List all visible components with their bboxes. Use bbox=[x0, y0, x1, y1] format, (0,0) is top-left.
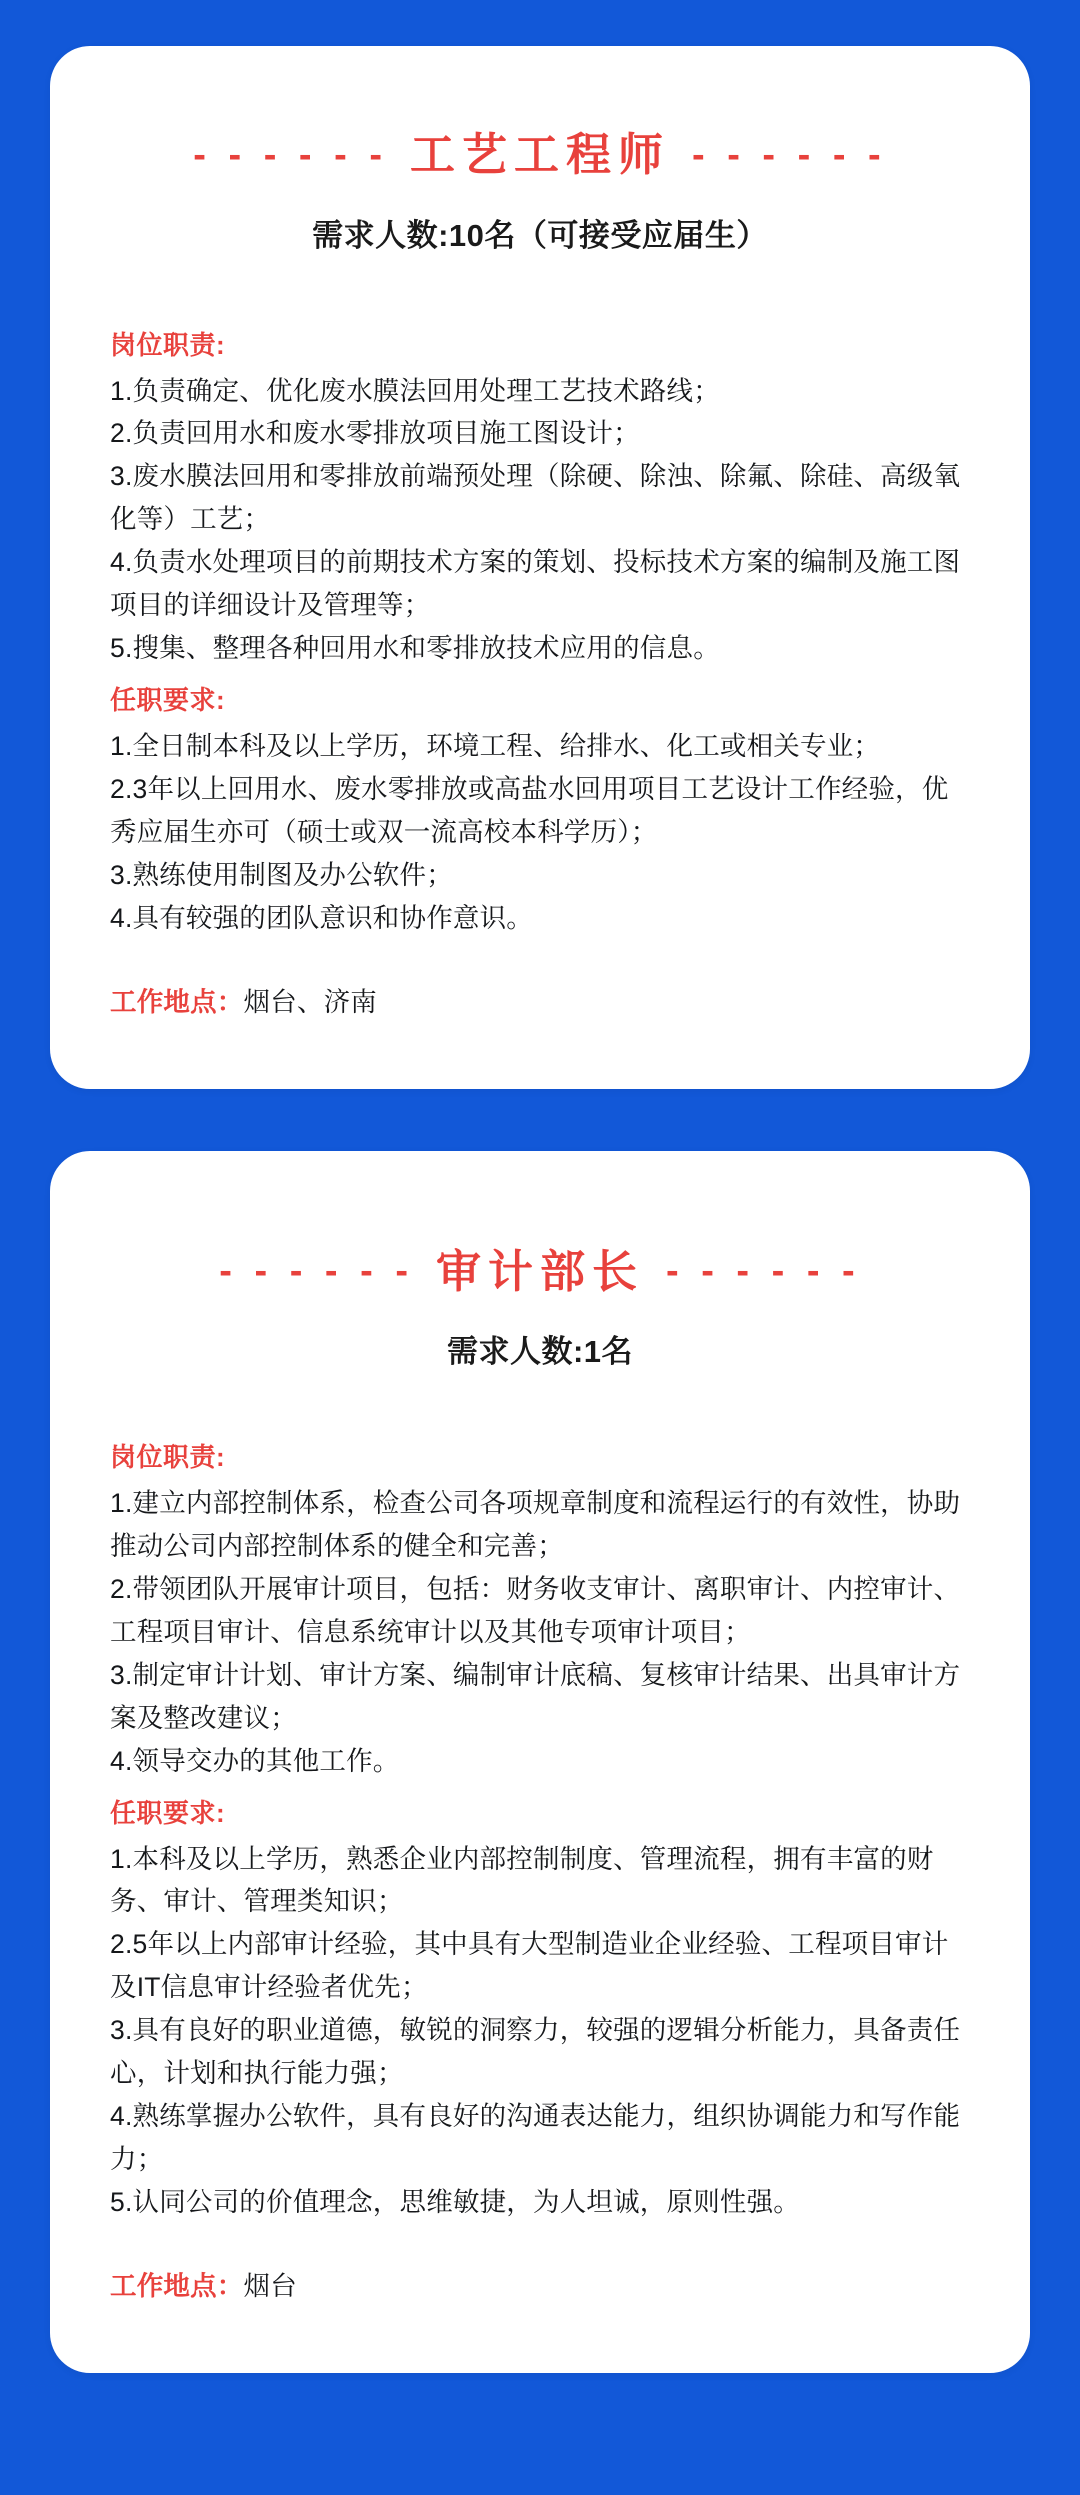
list-item: 3.制定审计计划、审计方案、编制审计底稿、复核审计结果、出具审计方案及整改建议； bbox=[110, 1659, 961, 1733]
headcount-text: 需求人数:10名（可接受应届生） bbox=[312, 217, 768, 253]
job-body bbox=[110, 325, 970, 1019]
work-location-label: 工作地点： bbox=[110, 986, 244, 1017]
headcount-text: 需求人数:1名 bbox=[446, 1334, 634, 1370]
list-item: 5.搜集、整理各种回用水和零排放技术应用的信息。 bbox=[110, 633, 720, 664]
job-card-process-engineer bbox=[50, 46, 1030, 1089]
list-item: 3.具有良好的职业道德，敏锐的洞察力，较强的逻辑分析能力，具备责任心，计划和执行能力强； bbox=[110, 2015, 961, 2089]
list-item: 2.5年以上内部审计经验，其中具有大型制造业企业经验、工程项目审计及IT信息审计经验者优先； bbox=[110, 1929, 949, 2003]
list-item: 1.负责确定、优化废水膜法回用处理工艺技术路线； bbox=[110, 375, 720, 406]
list-item: 4.领导交办的其他工作。 bbox=[110, 1745, 400, 1776]
list-item: 3.废水膜法回用和零排放前端预处理（除硬、除浊、除氟、除硅、高级氧化等）工艺； bbox=[110, 461, 961, 535]
dash-right-decoration: - - - - - - bbox=[666, 1250, 861, 1293]
dash-right-decoration: - - - - - - bbox=[692, 133, 887, 176]
list-item: 4.熟练掌握办公软件，具有良好的沟通表达能力，组织协调能力和写作能力； bbox=[110, 2101, 961, 2174]
duties-label: 岗位职责: bbox=[110, 329, 226, 360]
dash-left-decoration: - - - - - - bbox=[219, 1250, 414, 1293]
requirements-list bbox=[110, 1838, 970, 2224]
work-location-value: 烟台、济南 bbox=[243, 986, 377, 1017]
job-body bbox=[110, 1437, 970, 2303]
list-item: 5.认同公司的价值理念，思维敏捷，为人坦诚，原则性强。 bbox=[110, 2186, 801, 2217]
list-item: 1.全日制本科及以上学历，环境工程、给排水、化工或相关专业； bbox=[110, 730, 881, 761]
work-location bbox=[110, 2264, 970, 2303]
job-title-row bbox=[110, 1247, 970, 1297]
requirements-label: 任职要求: bbox=[110, 1797, 226, 1828]
duties-label: 岗位职责: bbox=[110, 1442, 226, 1473]
requirements-label: 任职要求: bbox=[110, 684, 226, 715]
list-item: 3.熟练使用制图及办公软件； bbox=[110, 859, 453, 890]
list-item: 2.3年以上回用水、废水零排放或高盐水回用项目工艺设计工作经验，优秀应届生亦可（硕士或双一流高校本科学历）； bbox=[110, 773, 949, 847]
list-item: 1.建立内部控制体系，检查公司各项规章制度和流程运行的有效性，协助推动公司内部控制体系的健全和完善； bbox=[110, 1488, 961, 1561]
duties-list bbox=[110, 1482, 970, 1782]
dash-left-decoration: - - - - - - bbox=[193, 133, 388, 176]
job-title-row bbox=[110, 130, 970, 180]
list-item: 4.具有较强的团队意识和协作意识。 bbox=[110, 902, 534, 933]
list-item: 1.本科及以上学历，熟悉企业内部控制制度、管理流程，拥有丰富的财务、审计、管理类知识； bbox=[110, 1843, 934, 1917]
job-title: 工艺工程师 bbox=[409, 129, 670, 180]
duties-list bbox=[110, 370, 970, 670]
work-location bbox=[110, 980, 970, 1019]
work-location-label: 工作地点： bbox=[110, 2270, 244, 2301]
work-location-value: 烟台 bbox=[243, 2270, 297, 2301]
list-item: 4.负责水处理项目的前期技术方案的策划、投标技术方案的编制及施工图项目的详细设计及管理等； bbox=[110, 547, 961, 621]
job-card-audit-director bbox=[50, 1151, 1030, 2373]
job-title: 审计部长 bbox=[435, 1245, 644, 1297]
list-item: 2.负责回用水和废水零排放项目施工图设计； bbox=[110, 418, 640, 449]
list-item: 2.带领团队开展审计项目，包括：财务收支审计、离职审计、内控审计、工程项目审计、信息系统审计以及其他专项审计项目； bbox=[110, 1573, 961, 1647]
requirements-list bbox=[110, 725, 970, 940]
